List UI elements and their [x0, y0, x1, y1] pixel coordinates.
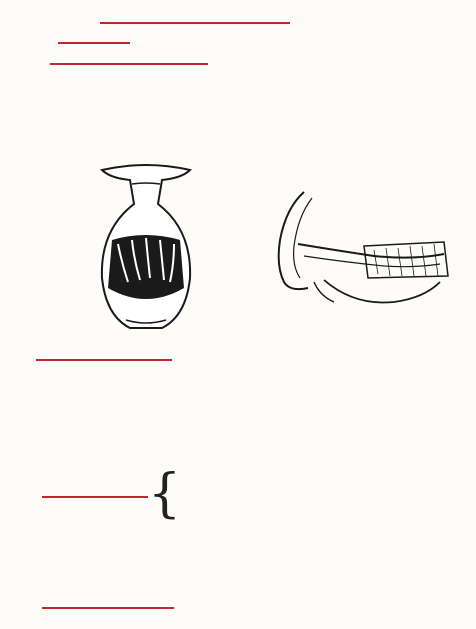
title-underline	[100, 22, 290, 24]
section-2-underline	[36, 359, 172, 361]
chair-sketch	[264, 186, 460, 310]
section-3-brace: {	[148, 464, 182, 524]
section-1-underline	[50, 63, 208, 65]
subheading-1-underline	[58, 42, 130, 44]
section-4-underline	[42, 607, 174, 609]
section-3-underline	[42, 496, 148, 498]
vase-sketch	[88, 160, 204, 336]
